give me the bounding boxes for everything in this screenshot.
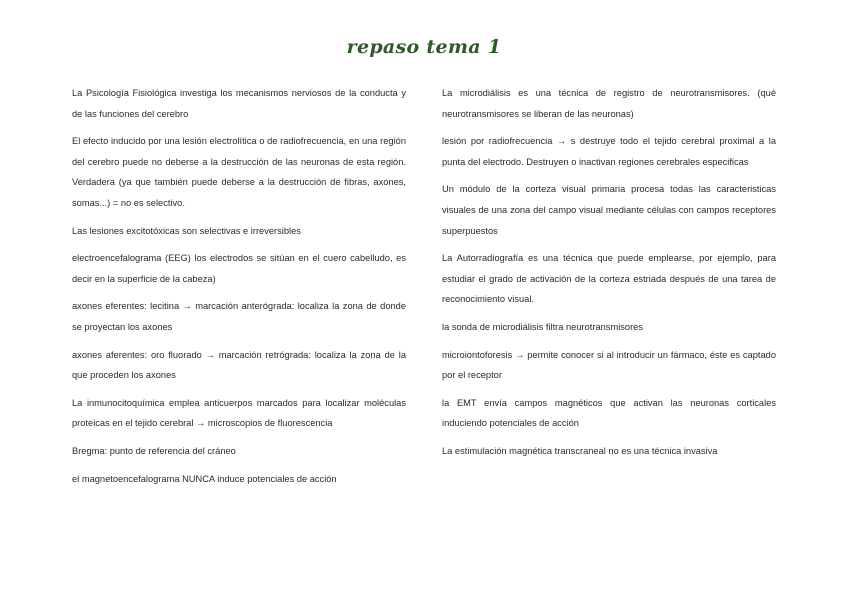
note-paragraph: microiontoforesis → permite conocer si al introducir un fármaco, éste es captado por el receptor: [442, 349, 776, 381]
note-paragraph: la EMT envía campos magnéticos que activan las neuronas corticales induciendo potenciales de acción: [442, 397, 776, 429]
note-paragraph: electroencefalograma (EEG) los electrodos se sitúan en el cuero cabelludo, es decir en la superficie de la cabeza): [72, 253, 406, 284]
note-paragraph: La microdiálisis es una técnica de registro de neurotransmisores. (qué neurotransmisores se liberan de las neuronas): [442, 88, 776, 119]
note-paragraph: Las lesiones excitotóxicas son selectivas e irreversibles: [72, 225, 301, 236]
right-column: [442, 83, 776, 469]
left-column: [72, 83, 406, 496]
note-paragraph: lesión por radiofrecuencia → s destruye todo el tejido cerebral proximal a la punta del electrodo. Destruyen o inactivan regiones cerebrales especificas: [442, 136, 776, 167]
note-paragraph: axones aferentes: oro fluorado → marcación retrógrada: localiza la zona de la que proceden los axones: [72, 349, 406, 381]
note-paragraph: La Autorradiografía es una técnica que puede emplearse, por ejemplo, para estudiar el grado de activación de la corteza estriada después de una tarea de reconocimiento visual.: [442, 253, 776, 305]
note-paragraph: axones eferentes: lecitina → marcación anterógrada: localiza la zona de donde se proyectan los axones: [72, 301, 406, 332]
note-paragraph: Bregma: punto de referencia del cráneo: [72, 445, 236, 456]
note-paragraph: El efecto inducido por una lesión electrolítica o de radiofrecuencia, en una región del cerebro puede no deberse a la destrucción de las neuronas de esta región. Verdadera (ya que también puede deberse a la destrucción de fibras, axones, somas...) = no es selectivo.: [72, 136, 406, 208]
note-paragraph: la sonda de microdiálisis filtra neurotransmisores: [442, 321, 643, 332]
note-paragraph: La inmunocitoquímica emplea anticuerpos marcados para localizar moléculas proteicas en el tejido cerebral → microscopios de fluorescencia: [72, 397, 406, 429]
note-paragraph: La Psicología Fisiológica investiga los mecanismos nerviosos de la conducta y de las funciones del cerebro: [72, 88, 406, 119]
note-paragraph: el magnetoencefalograma NUNCA induce potenciales de acción: [72, 473, 337, 484]
page-title: repaso tema 1: [346, 36, 502, 58]
note-paragraph: La estimulación magnética transcraneal no es una técnica invasiva: [442, 445, 718, 456]
note-paragraph: Un módulo de la corteza visual primaria procesa todas las caracteristicas visuales de una zona del campo visual mediante células con campos receptores superpuestos: [442, 184, 776, 236]
